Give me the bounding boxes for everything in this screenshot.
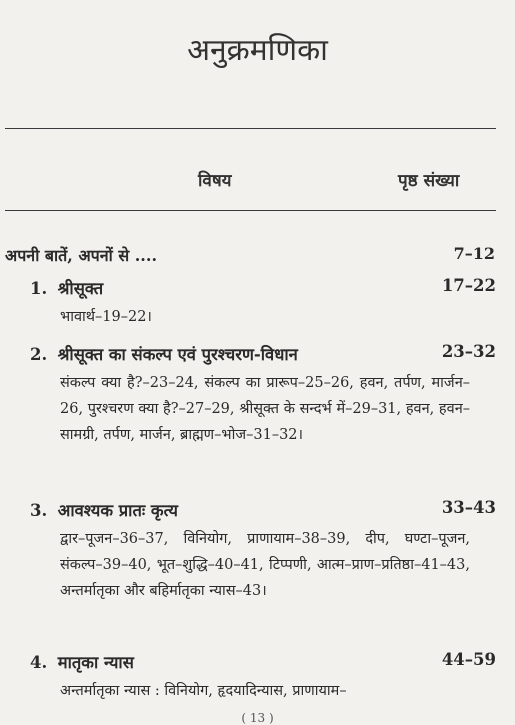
entry-title: आवश्यक प्रातः कृत्य xyxy=(57,501,178,520)
entry-pages: 17–22 xyxy=(441,276,496,295)
entry-pages: 33–43 xyxy=(441,498,496,517)
entry-heading xyxy=(30,342,496,368)
page-footer-number: ( 13 ) xyxy=(241,711,274,725)
entry-number: 3. xyxy=(30,501,48,520)
entry-pages: 23–32 xyxy=(441,342,496,361)
entry-number: 4. xyxy=(30,653,48,672)
entry-number: 2. xyxy=(30,345,48,364)
intro-pages: 7–12 xyxy=(453,244,495,263)
subject-column-header: विषय xyxy=(198,171,232,191)
intro-label: अपनी बातें, अपनों से .... xyxy=(5,246,158,265)
header-divider xyxy=(5,210,496,211)
intro-entry xyxy=(5,244,495,266)
entry-title: श्रीसूक्त का संकल्प एवं पुरश्चरण-विधान xyxy=(57,345,298,364)
entry-details: संकल्प क्या है?–23–24, संकल्प का प्रारूप–25–26, हवन, तर्पण, मार्जन–26, पुरश्चरण क्या है?–27–29, श्रीसूक्त के सन्दर्भ में–29–31, हवन, हवन–सामग्री, तर्पण, मार्जन, ब्राह्मण–भोज–31–32। xyxy=(60,375,470,443)
entry-details: अन्तर्मातृका न्यास : विनियोग, हृदयादिन्यास, प्राणायाम– xyxy=(60,683,347,699)
entry-details: भावार्थ–19–22। xyxy=(60,309,152,325)
page-number-column-header: पृष्ठ संख्या xyxy=(398,171,460,191)
entry-details: द्वार–पूजन–36–37, विनियोग, प्राणायाम–38–39, दीप, घण्टा–पूजन, संकल्प–39–40, भूत–शुद्धि–40–41, टिप्पणी, आत्म–प्राण–प्रतिष्ठा–41–43, अन्तर्मातृका और बहिर्मातृका न्यास–43। xyxy=(60,531,470,599)
entry-title: श्रीसूक्त xyxy=(57,279,104,298)
entry-heading xyxy=(30,276,496,302)
toc-entry-1 xyxy=(30,276,496,330)
entry-number: 1. xyxy=(30,279,48,298)
page-title: अनुक्रमणिका xyxy=(187,33,328,68)
toc-entry-2 xyxy=(30,342,496,448)
entry-heading xyxy=(30,498,496,524)
toc-entry-3 xyxy=(30,498,496,604)
entry-pages: 44–59 xyxy=(441,650,496,669)
toc-entry-4 xyxy=(30,650,496,704)
entry-title: मातृका न्यास xyxy=(57,653,134,672)
top-divider xyxy=(5,128,496,129)
entry-heading xyxy=(30,650,496,676)
